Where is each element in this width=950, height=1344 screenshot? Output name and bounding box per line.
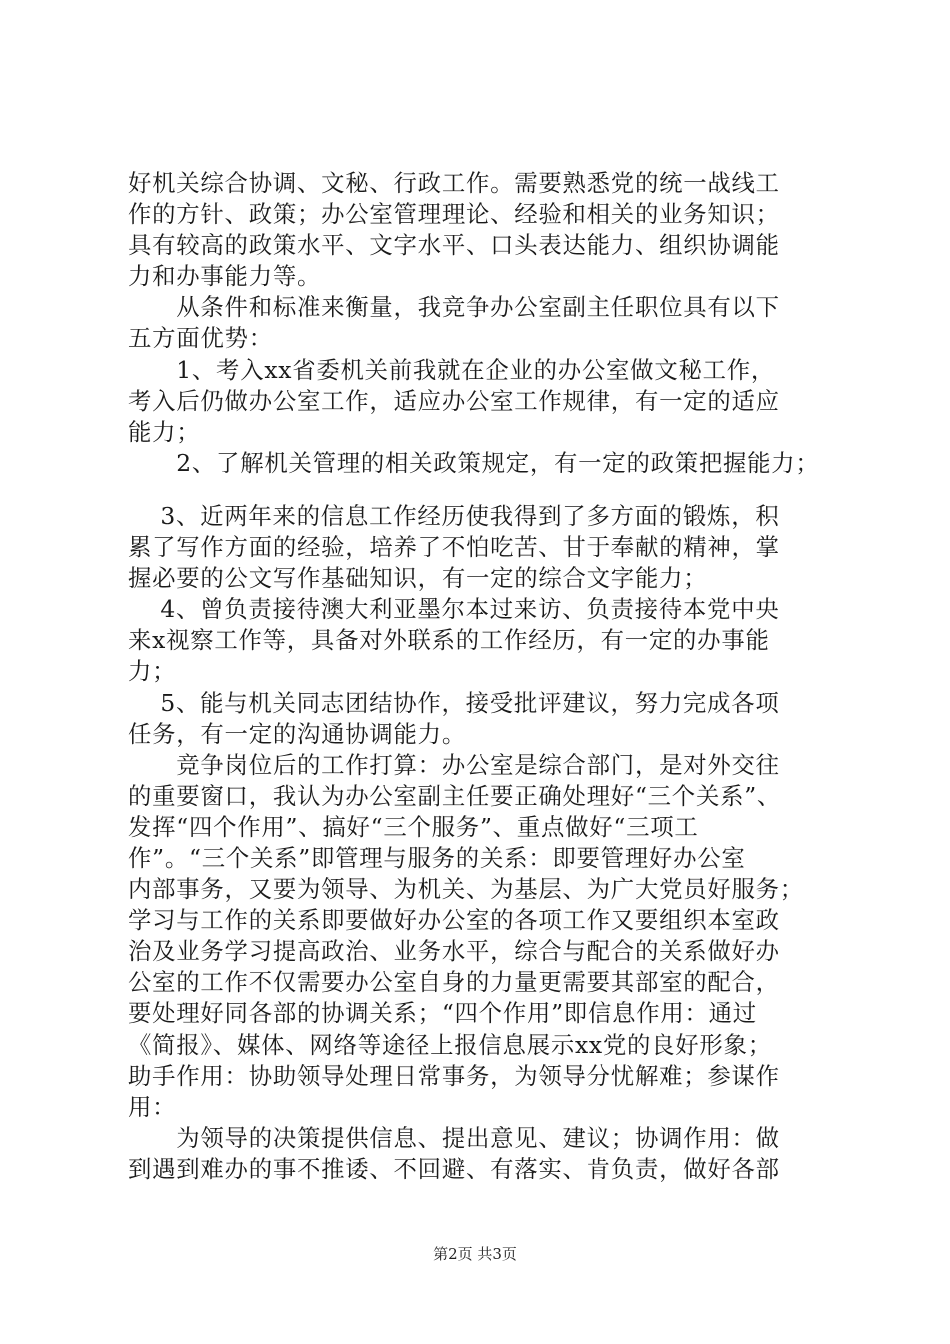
text-line: 能力； [128, 417, 201, 446]
text-line: 力； [128, 657, 177, 686]
text-line: 公室的工作不仅需要办公室自身的力量更需要其部室的配合， [128, 968, 780, 997]
text-line: 的重要窗口，我认为办公室副主任要正确处理好“三个关系”、 [128, 781, 782, 810]
text-line: 竞争岗位后的工作打算：办公室是综合部门，是对外交往 [128, 750, 780, 779]
document-body [128, 168, 828, 1185]
blank-line [128, 479, 828, 501]
text-line: 3、近两年来的信息工作经历使我得到了多方面的锻炼，积 [128, 501, 780, 530]
text-line: 作的方针、政策；办公室管理理论、经验和相关的业务知识； [128, 200, 780, 229]
page-number: 第2页 共3页 [433, 1245, 517, 1263]
text-line: 治及业务学习提高政治、业务水平，综合与配合的关系做好办 [128, 937, 780, 966]
text-line: 用： [128, 1092, 177, 1121]
text-line: 助手作用：协助领导处理日常事务，为领导分忧解难；参谋作 [128, 1061, 780, 1090]
text-line: 《简报》、媒体、网络等途径上报信息展示xx党的良好形象； [128, 1030, 772, 1059]
text-line: 从条件和标准来衡量，我竞争办公室副主任职位具有以下 [128, 293, 780, 322]
text-line: 握必要的公文写作基础知识，有一定的综合文字能力； [128, 564, 708, 593]
text-line: 5、能与机关同志团结协作，接受批评建议，努力完成各项 [128, 688, 780, 717]
text-line: 五方面优势： [128, 324, 273, 353]
text-line: 作”。“三个关系”即管理与服务的关系：即要管理好办公室 [128, 843, 746, 872]
text-line: 力和办事能力等。 [128, 262, 322, 291]
text-line: 发挥“四个作用”、搞好“三个服务”、重点做好“三项工 [128, 812, 699, 841]
text-line: 来x视察工作等，具备对外联系的工作经历，有一定的办事能 [128, 626, 770, 655]
text-line: 要处理好同各部的协调关系；“四个作用”即信息作用：通过 [128, 999, 757, 1028]
text-line: 内部事务，又要为领导、为机关、为基层、为广大党员好服务； [128, 875, 804, 904]
text-line: 学习与工作的关系即要做好办公室的各项工作又要组织本室政 [128, 906, 780, 935]
text-line: 为领导的决策提供信息、提出意见、建议；协调作用：做 [128, 1123, 780, 1152]
text-line: 好机关综合协调、文秘、行政工作。需要熟悉党的统一战线工 [128, 169, 780, 197]
text-line: 累了写作方面的经验，培养了不怕吃苦、甘于奉献的精神，掌 [128, 533, 780, 562]
text-line: 到遇到难办的事不推诿、不回避、有落实、肯负责，做好各部 [128, 1154, 780, 1183]
text-line: 4、曾负责接待澳大利亚墨尔本过来访、负责接待本党中央 [128, 595, 780, 624]
text-line: 2、了解机关管理的相关政策规定，有一定的政策把握能力； [128, 448, 820, 477]
text-line: 考入后仍做办公室工作，适应办公室工作规律，有一定的适应 [128, 386, 780, 415]
text-line: 具有较高的政策水平、文字水平、口头表达能力、组织协调能 [128, 231, 780, 260]
text-line: 任务，有一定的沟通协调能力。 [128, 719, 466, 748]
text-line: 1、考入xx省委机关前我就在企业的办公室做文秘工作， [128, 355, 776, 384]
